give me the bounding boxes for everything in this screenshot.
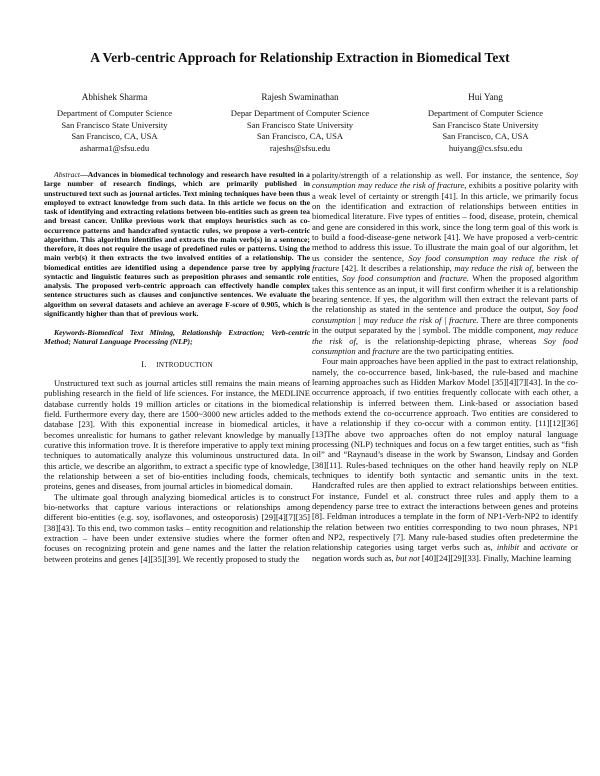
entity-phrase: Soy food consumption: [342, 273, 421, 284]
author-2: [208, 92, 393, 154]
section-title: INTRODUCTION: [156, 360, 213, 369]
body-paragraph: Unstructured text such as journal articles still remains the main means of publishing research in the field of life sciences. For instance, the MEDLINE database currently holds 19 million articles or citations in the biomedical field. Furthermore every day, there are 1500~3000 new articles added to the database [23]. With this exponential increase in biomedical articles, it becomes unrealistic for humans to gather relevant knowledge by manually curative this information trove. It is therefore imperative to apply text mining techniques to automatically analyze this voluminous unstructured data. In this article, we describe an algorithm, to extract a specific type of knowledge, the relationship between a set of bio-entities including foods, chemicals, proteins, genes and diseases, from journal articles in biomedical domain.: [44, 377, 310, 492]
author-dept: Depar Department of Computer Science: [230, 108, 370, 119]
target-verb: activate: [539, 542, 567, 553]
abstract-text: —Advances in biomedical technology and research have resulted in a large number of research findings, which are primarily published in unstructured text such as journal articles. Text mining techniques have been thus employed to extract knowledge from such data. In this article we focus on the task of identifying and extracting relations between bio-entities such as green tea and breast cancer. Unlike previous work that employs heuristics such as co-occurrence patterns and handcrafted syntactic rules, we propose a verb-centric algorithm. This algorithm identifies and extracts the main verb(s) in a sentence; therefore, it does not require the usage of predefined rules or patterns. Using the main verb(s) it then extracts the two involved entities of a relationship. The biomedical entities are identified using a dependence parse tree by applying syntactic and linguistic features such as preposition phrases and semantic role analysis. The proposed verb-centric approach can effectively handle complex sentence structures such as clauses and conjunctive sentences. We evaluate the algorithm on several datasets and achieve an average F-score of 0.905, which is significantly higher than that of previous work.: [44, 170, 310, 318]
text-run: between the entities,: [312, 263, 578, 284]
negation-words: but not: [395, 552, 420, 563]
right-column: [312, 170, 578, 563]
author-univ: San Francisco State University: [432, 119, 539, 130]
relation-phrase: may reduce the risk of,: [454, 263, 534, 274]
section-heading: [44, 359, 310, 370]
author-name: Hui Yang: [468, 92, 503, 102]
author-city: San Francisco, CA, USA: [71, 131, 158, 142]
abstract: [44, 170, 310, 318]
abstract-lead: Abstract: [54, 170, 81, 179]
text-run: are the two participating entities.: [399, 345, 514, 356]
text-run: and: [355, 345, 373, 356]
author-1: [22, 92, 207, 154]
text-run: When the proposed algorithm takes this sentence as an input, it will first confirm whether it is a relationship bearing sentence. If yes, the algorithm will then extract the relevant parts of the relationship as stated in the sentence and produce the output,: [312, 273, 578, 315]
text-run: There are three components in the output separated by the | symbol. The middle component,: [312, 314, 578, 336]
example-sentence: Soy food consumption may reduce the risk of fracture: [312, 252, 578, 274]
body-paragraph: [312, 356, 578, 563]
entity-phrase: fracture.: [439, 273, 469, 284]
paper-title: A Verb-centric Approach for Relationship Extraction in Biomedical Text: [90, 50, 510, 65]
target-verb: inhibit: [496, 542, 520, 553]
entity-phrase: Soy food consumption: [312, 335, 578, 356]
output-triple: Soy food consumption | may reduce the risk of | fracture.: [312, 304, 578, 325]
author-univ: San Francisco State University: [61, 119, 168, 130]
keywords: Keywords-Biomedical Text Mining, Relationship Extraction; Verb-centric Method; Natural Language Processing (NLP);: [44, 328, 310, 347]
text-run: or negation words such as,: [312, 542, 578, 563]
author-3: [393, 92, 578, 154]
body-paragraph: The ultimate goal through analyzing biomedical articles is to construct bio-networks that capture various interactions or relationships among different bio-entities (e.g. soy, isoflavones, and osteoporosis) [29][4][7][35][38][43]. To this end, two common tasks – entity recognition and relationship extraction – have been under extensive studies where the former often focuses on recognizing protein and gene names and the latter the relation between proteins and genes [4][35][39]. We recently proposed to study the: [44, 491, 310, 564]
text-run: and: [420, 273, 440, 284]
author-city: San Francisco, CA, USA: [442, 131, 529, 142]
text-run: [40][24][29][33]. Finally, Machine learning: [419, 552, 572, 563]
author-email: huiyang@cs.sfsu.edu: [448, 142, 523, 153]
author-dept: Department of Computer Science: [427, 108, 544, 119]
text-run: [42]. It describes a relationship,: [339, 263, 455, 274]
text-run: is the relationship-depicting phrase, whereas: [358, 335, 544, 346]
author-city: San Francisco, CA, USA: [256, 131, 344, 142]
author-dept: Department of Computer Science: [56, 108, 173, 119]
relation-phrase: may reduce the risk of,: [312, 325, 579, 346]
example-sentence: Soy consumption may reduce the risk of fracture,: [312, 170, 578, 191]
text-run: Four main approaches have been applied in the past to extract relationship, namely, the co-occurrence based, link-based, the rule-based and machine learning approaches such as Hidden Markov Model [35][4][7][43]. In the co-occurrence approach, if two entities frequently collocate with each other, a relationship is inferred between them. Link-based or association based methods extend the co-occurrence approach. Two entities are considered to have a relationship if they co-occur with a common entity. [11][12][36][13]The above two approaches often do not employ natural language processing (NLP) techniques and focus on a few target entities, such as “fish oil” and “Raynaud’s disease in the work by Swanson, Lindsay and Gorden [38][11]. Rules-based techniques on the other hand heavily reply on NLP techniques to identify both syntactic and semantic units in the text. Handcrafted rules are then applied to extract relationships between entities. For instance, Fundel et al. construct three rules and apply them to a dependency parse tree to extract the interactions between genes and proteins [8]. Feldman introduces a template in the form of NP1-Verb-NP2 to identify the relation between two entities corresponding to two noun phrases, NP1 and NP2, respectively [7]. Many rule-based studies often predetermine the relationship categories using target verbs such as,: [312, 356, 578, 553]
text-run: polarity/strength of a relationship as well. For instance, the sentence,: [312, 170, 566, 180]
author-name: Abhishek Sharma: [81, 92, 148, 102]
author-name: Rajesh Swaminathan: [261, 92, 339, 102]
text-run: and: [519, 542, 540, 553]
author-email: asharma1@sfsu.edu: [79, 142, 150, 153]
author-email: rajeshs@sfsu.edu: [269, 142, 331, 153]
left-column: [44, 170, 310, 564]
body-paragraph: [312, 170, 578, 356]
section-number: I.: [141, 358, 147, 369]
text-run: exhibits a positive polarity with a weak level of certainty or strength [41]. In this article, we primarily focus on the identification and extraction of relationships between entities in biomedical literature. Five types of entities – food, disease, protein, chemical and gene are considered in this work, since the long term goal of this work is to build a food-disease-gene network [41]. We have proposed a verb-centric method to address this issue. To illustrate the main goal of our algorithm, let us consider the sentence,: [312, 180, 578, 263]
author-univ: San Francisco State University: [246, 119, 354, 130]
entity-phrase: fracture: [372, 345, 400, 356]
author-block: [22, 92, 578, 154]
